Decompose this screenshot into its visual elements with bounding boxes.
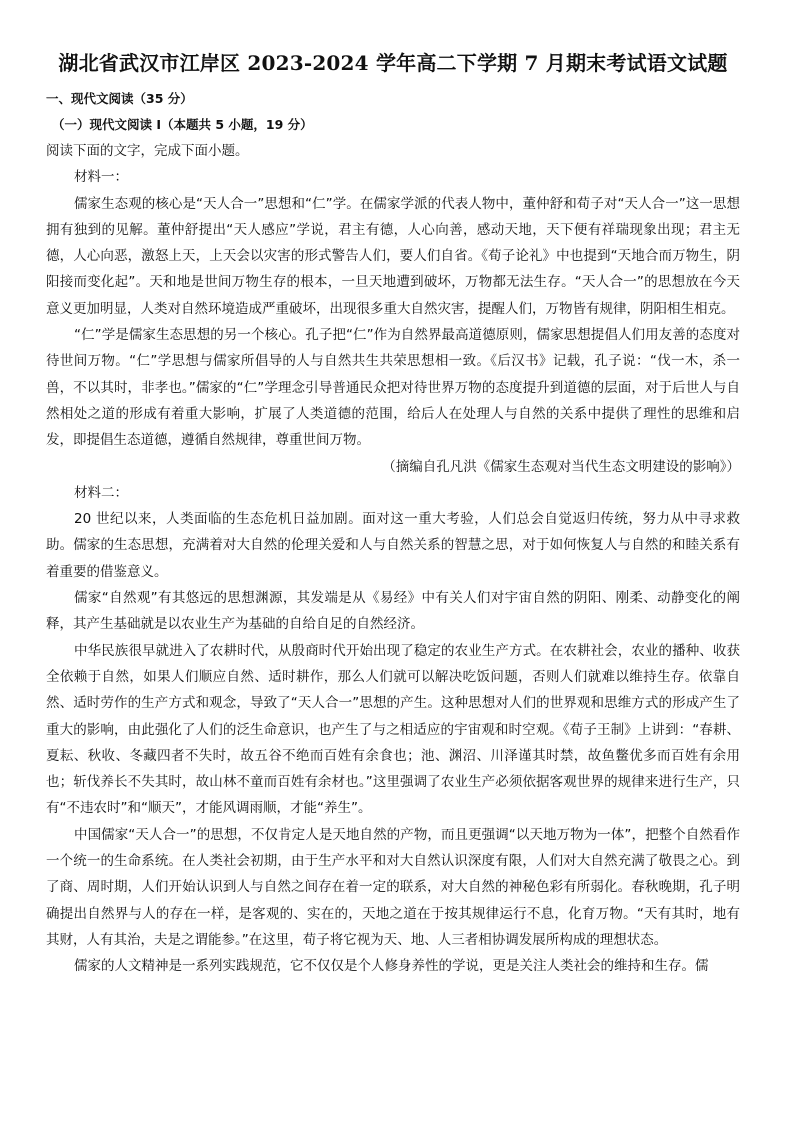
section-heading: 一、现代文阅读（35 分） — [46, 91, 193, 106]
material-two-paragraph: 中华民族很早就进入了农耕时代，从殷商时代开始出现了稳定的农业生产方式。在农耕社会，农业的播种、收获全依赖于自然，如果人们顺应自然、适时耕作，那么人们就可以解决吃饭问题，否则人们就难以维持生存。依靠自然、适时劳作的生产方式和观念，导致了“天人合一”思想的产生。这种思想对人们的世界观和思维方式的形成产生了重大的影响，由此强化了人们的泛生命意识，也产生了与之相适应的宇宙观和时空观。《荀子王制》上讲到：“春耕、夏耘、秋收、冬藏四者不失时，故五谷不绝而百姓有余食也；池、渊沼、川泽谨其时禁，故鱼鳖优多而百姓有余用也；斩伐养长不失其时，故山林不童而百姓有余材也。”这里强调了农业生产必须依据客观世界的规律来进行生产，只有“不违农时”和“顺天”，才能风调雨顺，才能“养生”。 — [46, 642, 740, 817]
material-two-paragraph: 中国儒家“天人合一”的思想，不仅肯定人是天地自然的产物，而且更强调“以天地万物为一体”，把整个自然看作一个统一的生命系统。在人类社会初期，由于生产水平和对大自然认识深度有限，人们对大自然充满了敬畏之心。到了商、周时期，人们开始认识到人与自然之间存在着一定的联系，对大自然的神秘色彩有所弱化。春秋晚期，孔子明确提出自然界与人的存在一样，是客观的、实在的，天地之道在于按其规律运行不息，化育万物。“天有其时，地有其财，人有其治，夫是之谓能参。”在这里，荀子将它视为天、地、人三者相协调发展所构成的理想状态。 — [46, 826, 740, 948]
document-title: 湖北省武汉市江岸区 2023-2024 学年高二下学期 7 月期末考试语文试题 — [58, 51, 728, 75]
subsection-heading: （一）现代文阅读 I（本题共 5 小题，19 分） — [52, 117, 313, 132]
material-one-paragraph: “仁”学是儒家生态思想的另一个核心。孔子把“仁”作为自然界最高道德原则，儒家思想提倡人们用友善的态度对待世间万物。“仁”学思想与儒家所倡导的人与自然共生共荣思想相一致。《后汉书》记载，孔子说：“伐一木，杀一兽，不以其时，非孝也。”儒家的“仁”学理念引导普通民众把对待世界万物的态度提升到道德的层面，对于后世人与自然相处之道的形成有着重大影响，扩展了人类道德的范围，给后人在处理人与自然的关系中提供了理性的思维和启发，即提倡生态道德，遵循自然规律，尊重世间万物。 — [46, 327, 740, 449]
material-one-source: （摘编自孔凡洪《儒家生态观对当代生态文明建设的影响》） — [382, 458, 740, 475]
material-one-paragraph: 儒家生态观的核心是“天人合一”思想和“仁”学。在儒家学派的代表人物中，董仲舒和荀子对“天人合一”这一思想拥有独到的见解。董仲舒提出“天人感应”学说，君主有德，人心向善，感动天地，天下便有祥瑞现象出现；君主无德，人心向恶，激怒上天，上天会以灾害的形式警告人们，要人们自省。《荀子论礼》中也提到“天地合而万物生，阴阳接而变化起”。天和地是世间万物生存的根本，一旦天地遭到破坏，万物都无法生存。“天人合一”的思想放在今天意义更加明显，人类对自然环境造成严重破坏，出现很多重大自然灾害，提醒人们，万物皆有规律，阴阳相生相克。 — [46, 195, 740, 317]
material-two-paragraph: 20 世纪以来，人类面临的生态危机日益加剧。面对这一重大考验，人们总会自觉返归传统，努力从中寻求救助。儒家的生态思想，充满着对大自然的伦理关爱和人与自然关系的智慧之思，对于如何恢复人与自然的和睦关系有着重要的借鉴意义。 — [46, 511, 740, 580]
material-two-label: 材料二： — [74, 484, 128, 501]
material-two-paragraph: 儒家的人文精神是一系列实践规范，它不仅仅是个人修身养性的学说，更是关注人类社会的维持和生存。儒 — [74, 958, 709, 975]
reading-instruction: 阅读下面的文字，完成下面小题。 — [46, 143, 249, 159]
material-one-label: 材料一： — [74, 169, 128, 186]
material-two-paragraph: 儒家“自然观”有其悠远的思想渊源，其发端是从《易经》中有关人们对宇宙自然的阴阳、刚柔、动静变化的阐释，其产生基础就是以农业生产为基础的自给自足的自然经济。 — [46, 590, 740, 633]
